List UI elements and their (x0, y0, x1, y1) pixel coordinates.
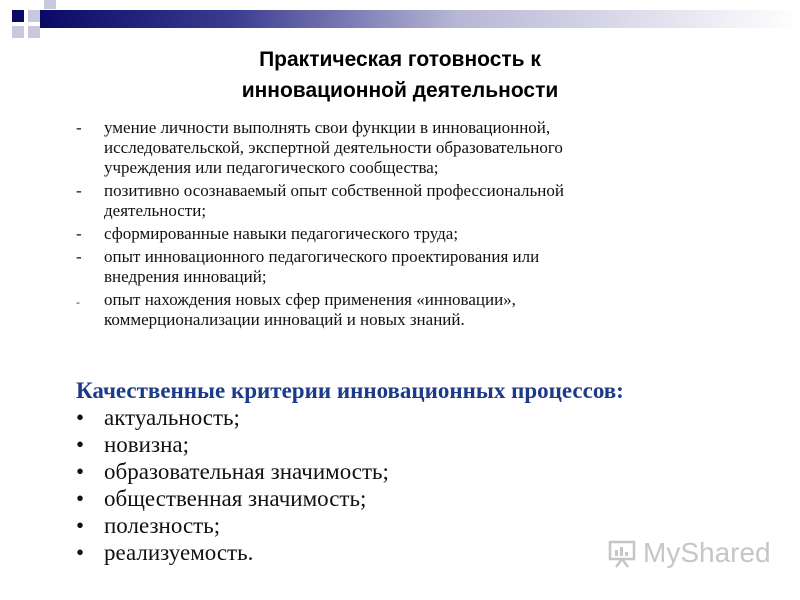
item-text-line: коммерционализации инноваций и новых знаний. (104, 310, 465, 329)
bullet-marker: • (76, 405, 85, 430)
list-item (76, 247, 736, 287)
criteria-text: общественная значимость; (104, 486, 367, 511)
criteria-list (76, 404, 389, 566)
criteria-item (76, 539, 389, 566)
item-text-line: внедрения инноваций; (104, 267, 267, 286)
slide-title-line: Практическая готовность к (259, 48, 541, 71)
myshared-watermark (607, 537, 771, 569)
criteria-item (76, 458, 389, 485)
list-item (76, 181, 736, 221)
header-square (28, 26, 40, 38)
watermark-text: MyShared (643, 537, 771, 568)
criteria-item (76, 485, 389, 512)
bullet-marker: • (76, 540, 85, 565)
bullet-marker: • (76, 432, 85, 457)
item-text-line: опыт инновационного педагогического проектирования или (104, 247, 540, 266)
criteria-heading: Качественные критерии инновационных процессов: (76, 378, 624, 403)
item-text-line: сформированные навыки педагогического труда; (104, 224, 459, 243)
dash-marker: - (76, 181, 82, 200)
header-square (44, 0, 56, 9)
item-text-line: исследовательской, экспертной деятельности образовательного (104, 138, 563, 157)
item-text-line: деятельности; (104, 201, 207, 220)
list-item (76, 224, 736, 244)
header-square (12, 10, 24, 22)
item-text-line: учреждения или педагогического сообщества; (104, 158, 439, 177)
bullet-marker: • (76, 459, 85, 484)
header-square (12, 26, 24, 38)
bullet-marker: • (76, 486, 85, 511)
item-text-line: опыт нахождения новых сфер применения «инновации», (104, 290, 516, 309)
criteria-text: образовательная значимость; (104, 459, 389, 484)
dash-marker: - (76, 247, 82, 266)
dash-marker: - (76, 118, 82, 137)
header-square (28, 10, 40, 22)
criteria-text: полезность; (104, 513, 221, 538)
presentation-board-icon (607, 538, 637, 568)
list-item (76, 118, 736, 178)
list-item (76, 290, 736, 330)
criteria-item (76, 512, 389, 539)
header-gradient-bar (40, 10, 800, 28)
criteria-item (76, 431, 389, 458)
readiness-list (76, 118, 736, 333)
item-text-line: умение личности выполнять свои функции в инновационной, (104, 118, 551, 137)
bullet-marker: • (76, 513, 85, 538)
criteria-text: реализуемость. (104, 540, 254, 565)
criteria-text: актуальность; (104, 405, 240, 430)
criteria-item (76, 404, 389, 431)
dash-marker: - (76, 295, 80, 309)
dash-marker: - (76, 224, 82, 243)
slide-title-line: инновационной деятельности (241, 79, 559, 102)
item-text-line: позитивно осознаваемый опыт собственной профессиональной (104, 181, 564, 200)
criteria-text: новизна; (104, 432, 189, 457)
slide-title (0, 44, 800, 106)
